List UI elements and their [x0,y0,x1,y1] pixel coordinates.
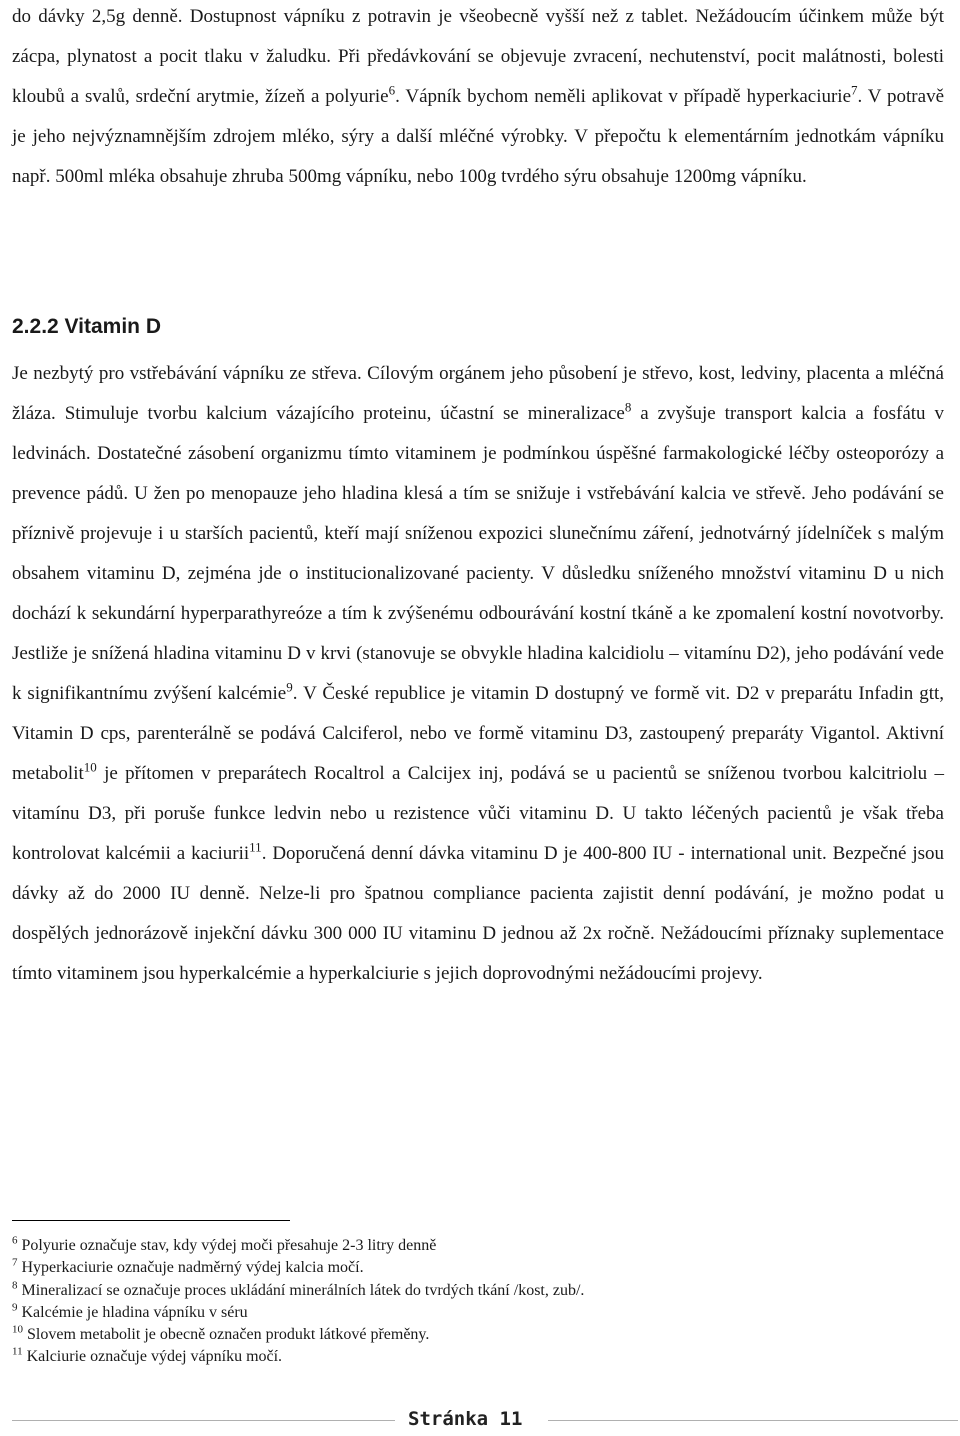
footnote-number: 10 [12,1323,23,1336]
footnote-ref-7[interactable]: 7 [851,82,858,98]
section-heading-vitamin-d: 2.2.2 Vitamin D [12,315,162,338]
text-segment: je přítomen v preparátech Rocaltrol a Calcijex inj, podává se u pacientů se sníženou tvorbou kalcitriolu – vitamínu D3, při poruše funkce ledvin nebo u rezistence vůči vitaminu D. U takto léčených pacientů je však třeba kontrolovat kalcémii a kaciurii [12,763,944,864]
footnote-ref-9[interactable]: 9 [286,679,293,695]
footnote-text: Hyperkaciurie označuje nadměrný výdej kalcia močí. [17,1259,364,1277]
footnote-number: 9 [12,1301,18,1314]
page-footer [12,1406,958,1436]
text-segment: . V České republice je vitamin D dostupný ve formě vit. D2 v preparátu Infadin gtt, Vitamin D cps, parenterálně se podává Calciferol, nebo ve formě vitaminu D3, zastoupený preparáty Vigantol. Aktivní metabolit [12,683,944,784]
footnote-text: Slovem metabolit je obecně označen produkt látkové přeměny. [23,1326,430,1344]
page-number: Stránka 11 [408,1408,523,1430]
text-segment: a zvyšuje transport kalcia a fosfátu v ledvinách. Dostatečné zásobení organizmu tímto vitaminem je podmínkou úspěšné farmakologické léčby osteoporózy a prevence pádů. U žen po menopauze jeho hladina klesá a tím se snižuje i vstřebávání kalcia ve střevě. Jeho podávání se příznivě projevuje i u starších pacientů, kteří mají sníženou expozici slunečnímu záření, jednotvárný jídelníček s malým obsahem vitaminu D, zejména jde o institucionalizované pacienty. V důsledku sníženého množství vitaminu D u nich dochází k sekundární hyperparathyreóze a tím k zvýšenému odbourávání kostní tkáně a ke zpomalení kostní novotvorby. Jestliže je snížená hladina vitaminu D v krvi (stanovuje se obvykle hladina kalcidiolu – vitamínu D2), jeho podávání vede k signifikantnímu zvýšení kalcémie [12,403,945,704]
footnote-number: 11 [12,1346,23,1359]
text-segment: do dávky 2,5g denně. Dostupnost vápníku z potravin je všeobecně vyšší než z tablet. Nežádoucím účinkem může být zácpa, plynatost a pocit tlaku v žaludku. Při předávkování se objevuje zvracení, nechutenství, pocit malátnosti, bolesti kloubů a svalů, srdeční arytmie, žízeň a polyurie [12,6,944,107]
footnote-number: 8 [12,1279,18,1292]
footer-rule-right [548,1420,958,1421]
footnote-number: 6 [12,1234,18,1247]
footnote-text: Kalcémie je hladina vápníku v séru [17,1303,248,1321]
footer-rule-left [12,1420,395,1421]
calcium-paragraph [12,0,944,197]
footnote-6 [12,1235,944,1257]
text-segment: . V potravě je jeho nejvýznamnějším zdrojem mléko, sýry a další mléčné výrobky. V přepočtu k elementárním jednotkám vápníku např. 500ml mléka obsahuje zhruba 500mg vápníku, nebo 100g tvrdého sýru obsahuje 1200mg vápníku. [12,86,944,187]
footnote-7 [12,1257,944,1279]
text-segment: Je nezbytý pro vstřebávání vápníku ze střeva. Cílovým orgánem jeho působení je střevo, kost, ledviny, placenta a mléčná žláza. Stimuluje tvorbu kalcium vázajícího proteinu, účastní se mineralizace [12,363,944,424]
footnote-10 [12,1324,944,1346]
footnote-text: Kalciurie označuje výdej vápníku močí. [22,1348,283,1366]
footnote-ref-11[interactable]: 11 [249,839,262,855]
footnote-11 [12,1346,944,1368]
footnote-text: Mineralizací se označuje proces ukládání minerálních látek do tvrdých tkání /kost, zub/. [17,1281,585,1299]
text-segment: . Doporučená denní dávka vitaminu D je 400-800 IU - international unit. Bezpečné jsou dávky až do 2000 IU denně. Nelze-li pro špatnou compliance pacienta zajistit denní podávání, je možno podat u dospělých jednorázově injekční dávku 300 000 IU vitaminu D jednou až 2x ročně. Nežádoucími příznaky suplementace tímto vitaminem jsou hyperkalcémie a hyperkalciurie s jejich doprovodnými nežádoucími projevy. [12,843,944,984]
footnote-ref-6[interactable]: 6 [388,82,396,98]
footnote-9 [12,1302,944,1324]
footnote-list [12,1235,944,1369]
text-segment: . Vápník bychom neměli aplikovat v případě hyperkaciurie [395,86,852,107]
footnote-text: Polyurie označuje stav, kdy výdej moči přesahuje 2-3 litry denně [17,1237,437,1254]
vitamin-d-paragraph [12,354,944,994]
footnote-ref-8[interactable]: 8 [624,399,632,415]
footnote-separator [12,1220,290,1221]
footnote-number: 7 [12,1256,18,1269]
footnote-8 [12,1280,944,1302]
footnote-ref-10[interactable]: 10 [83,759,97,775]
